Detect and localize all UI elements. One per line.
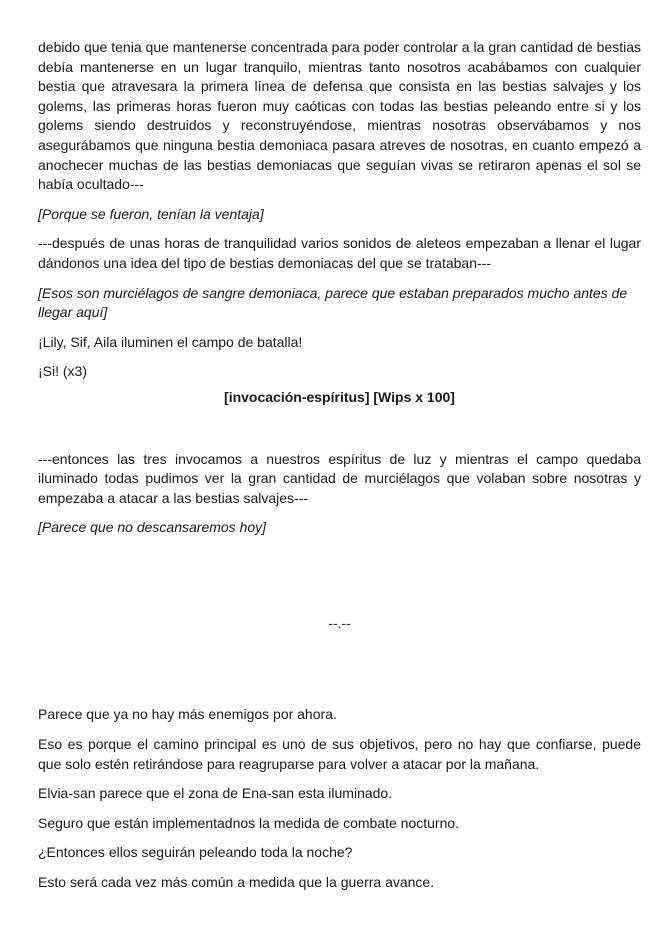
paragraph-dialogue-7: ¿Entonces ellos seguirán peleando toda la noche? [38,844,353,861]
spacer [38,548,641,614]
paragraph-dialogue-1: ¡Lily, Sif, Aila iluminen el campo de batalla! [38,333,303,350]
paragraph-thought-3: [Parece que no descansaremos hoy] [38,519,267,536]
paragraph-dialogue-4: Eso es porque el camino principal es uno de sus objetivos, pero no hay que confiarse, puede que solo estén retirándose para reagruparse para volver a atacar por la mañana. [38,736,641,772]
paragraph-narration-3: ---entonces las tres invocamos a nuestros espíritus de luz y mientras el campo quedaba iluminado todas pudimos ver la gran cantidad de murciélagos que volaban sobre nosotras y empezaba a atacar a las bestias salvajes--- [38,450,641,506]
spacer [38,633,641,705]
paragraph-thought-2: [Esos son murciélagos de sangre demoniaca, parece que estaban preparados mucho antes de llegar aquí] [38,284,628,321]
paragraph-dialogue-3: Parece que ya no hay más enemigos por ahora. [38,706,337,723]
paragraph-thought-1: [Porque se fueron, tenían la ventaja] [38,205,264,222]
skill-invocation: [invocación-espíritus] [Wips x 100] [224,388,455,405]
spacer [38,408,641,450]
scene-break: --.-- [328,614,351,631]
paragraph-dialogue-8: Esto será cada vez más común a medida que la guerra avance. [38,874,435,891]
paragraph-dialogue-2: ¡Si! (x3) [38,363,87,380]
paragraph-narration-1: debido que tenia que mantenerse concentrada para poder controlar a la gran cantidad de bestias debía mantenerse en un lugar tranquilo, mientras tanto nosotros acabábamos con cualquier bestia que atravesara la primera línea de defensa que consista en las bestias salvajes y los golems, las primeras horas fueron muy caóticas con todas las bestias peleando entre si y los golems siendo destruidos y reconstruyéndose, mientras nosotras observábamos y nos asegurábamos que ninguna bestia demoniaca pasara atreves de nosotras, en cuanto empezó a anochecer muchas de las bestias demoniacas que seguían vivas se retiraron apenas el sol se había ocultado--- [38,39,641,193]
paragraph-dialogue-6: Seguro que están implementadnos la medida de combate nocturno. [38,814,460,831]
paragraph-narration-2: ---después de unas horas de tranquilidad varios sonidos de aleteos empezaban a llenar el lugar dándonos una idea del tipo de bestias demoniacas del que se trataban--- [38,235,641,271]
paragraph-dialogue-5: Elvia-san parece que el zona de Ena-san esta iluminado. [38,785,393,802]
